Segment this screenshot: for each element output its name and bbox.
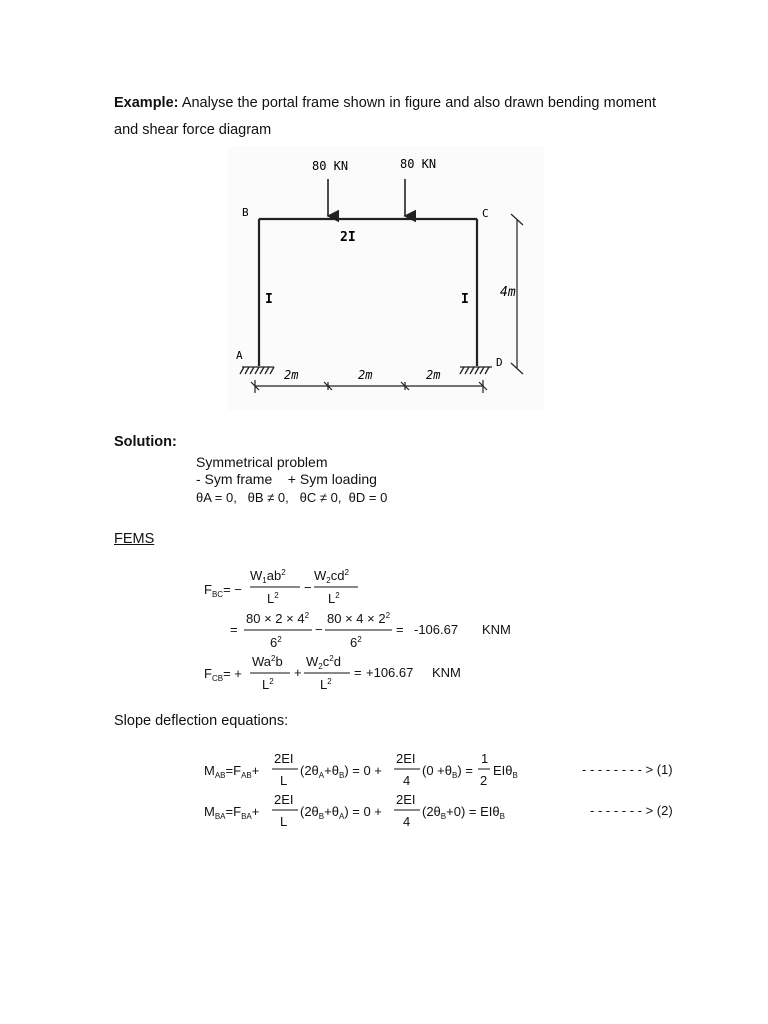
example-label: Example:	[114, 95, 179, 111]
svg-text:W1ab2: $W_1ab^2$	[250, 568, 286, 585]
fcb-unit: KNM	[432, 665, 461, 680]
svg-text:MBA=FBA+: $M_{BA}=F_{BA}+$	[204, 804, 260, 821]
portal-frame-figure	[228, 146, 544, 410]
solution-line-3: θA = 0, θB ≠ 0, θC ≠ 0, θD = 0	[196, 490, 388, 505]
svg-text:FCB= +: $F_{CB}=$ +	[204, 666, 242, 683]
svg-text:62: $6^2$	[350, 635, 362, 650]
left-column-inertia-label: I	[265, 292, 273, 307]
svg-text:2EI: 2EI	[396, 792, 416, 807]
svg-text:L2: $L^2$	[328, 591, 340, 606]
svg-text:MAB=FAB+: $M_{AB}=F_{AB}+$	[204, 763, 260, 780]
span-label-3: 2m	[426, 368, 441, 382]
svg-text:4: 4	[403, 814, 411, 829]
fbc-value: -106.67	[414, 622, 459, 637]
svg-text:2EI: 2EI	[396, 751, 416, 766]
svg-text:62: $6^2$	[270, 635, 282, 650]
fems-heading: FEMS	[114, 531, 155, 547]
svg-text:(2θB+0) = EIθB: $(2\theta_B+0) = EI\theta_B$	[422, 804, 505, 821]
svg-text:- - - - - - - - > (1): - - - - - - - - > (1)	[582, 762, 673, 777]
slope-heading: Slope deflection equations:	[114, 713, 289, 729]
svg-text:L: L	[280, 814, 288, 829]
slope-equations	[200, 745, 690, 840]
fbc-unit: KNM	[482, 622, 511, 637]
svg-text:EIθB: EIθ$_B$	[493, 763, 518, 780]
fcb-value: +106.67	[366, 665, 414, 680]
height-label: 4m	[500, 285, 516, 300]
svg-text:W2cd2: $W_2cd^2$	[314, 568, 349, 585]
svg-text:(0 +θB) =: $(0 +\theta_B)$ =	[422, 763, 473, 780]
svg-text:2EI: 2EI	[274, 792, 294, 807]
svg-text:L2: $L^2$	[262, 677, 274, 692]
node-label-a: A	[236, 349, 243, 362]
svg-text:L: L	[280, 773, 288, 788]
node-label-b: B	[242, 206, 249, 219]
svg-text:80 × 4 × 22: $80 \times 4 \times 2^2$	[327, 611, 391, 626]
example-paragraph	[114, 90, 656, 144]
svg-text:Wa2b: Wa$^2$b	[252, 654, 283, 669]
svg-text:80 × 2 × 42: $80 \times 2 \times 4^2$	[246, 611, 310, 626]
svg-text:2: 2	[480, 773, 488, 788]
svg-text:W2c2d: $W_2c^2d$	[306, 654, 341, 671]
svg-text:=: =	[230, 622, 238, 637]
solution-line-1: Symmetrical problem	[196, 454, 328, 470]
solution-line-2: - Sym frame + Sym loading	[196, 471, 377, 487]
span-label-2: 2m	[358, 368, 373, 382]
svg-text:(2θA+θB) = 0 +: $(2\theta_A+\theta_B) = 0$ +	[300, 763, 382, 780]
fems-equations	[200, 562, 520, 697]
svg-text:2EI: 2EI	[274, 751, 294, 766]
right-column-inertia-label: I	[461, 292, 469, 307]
load-label-2: 80 KN	[400, 157, 437, 171]
svg-text:FBC= −: $F_{BC}=$ −	[204, 582, 242, 599]
svg-text:L2: $L^2$	[320, 677, 332, 692]
load-label-1: 80 KN	[312, 159, 349, 173]
svg-text:(2θB+θA) = 0 +: $(2\theta_B+\theta_A) = 0$ +	[300, 804, 382, 821]
svg-text:−: −	[304, 580, 312, 595]
svg-text:1: 1	[481, 751, 489, 766]
example-text: Analyse the portal frame shown in figure and also drawn bending moment and shear force diagram	[114, 95, 656, 138]
svg-text:4: 4	[403, 773, 411, 788]
svg-text:- - - - - - - > (2): - - - - - - - > (2)	[590, 803, 673, 818]
svg-text:=: =	[396, 622, 404, 637]
svg-text:+: +	[294, 665, 302, 680]
node-label-d: D	[496, 356, 503, 369]
beam-inertia-label: 2I	[340, 230, 356, 245]
node-label-c: C	[482, 207, 489, 220]
svg-text:−: −	[315, 622, 323, 637]
span-label-1: 2m	[284, 368, 299, 382]
solution-heading: Solution:	[114, 434, 177, 450]
fbc-equation-text	[0, 0, 1, 1]
svg-text:L2: $L^2$	[267, 591, 279, 606]
svg-text:=: =	[354, 665, 362, 680]
